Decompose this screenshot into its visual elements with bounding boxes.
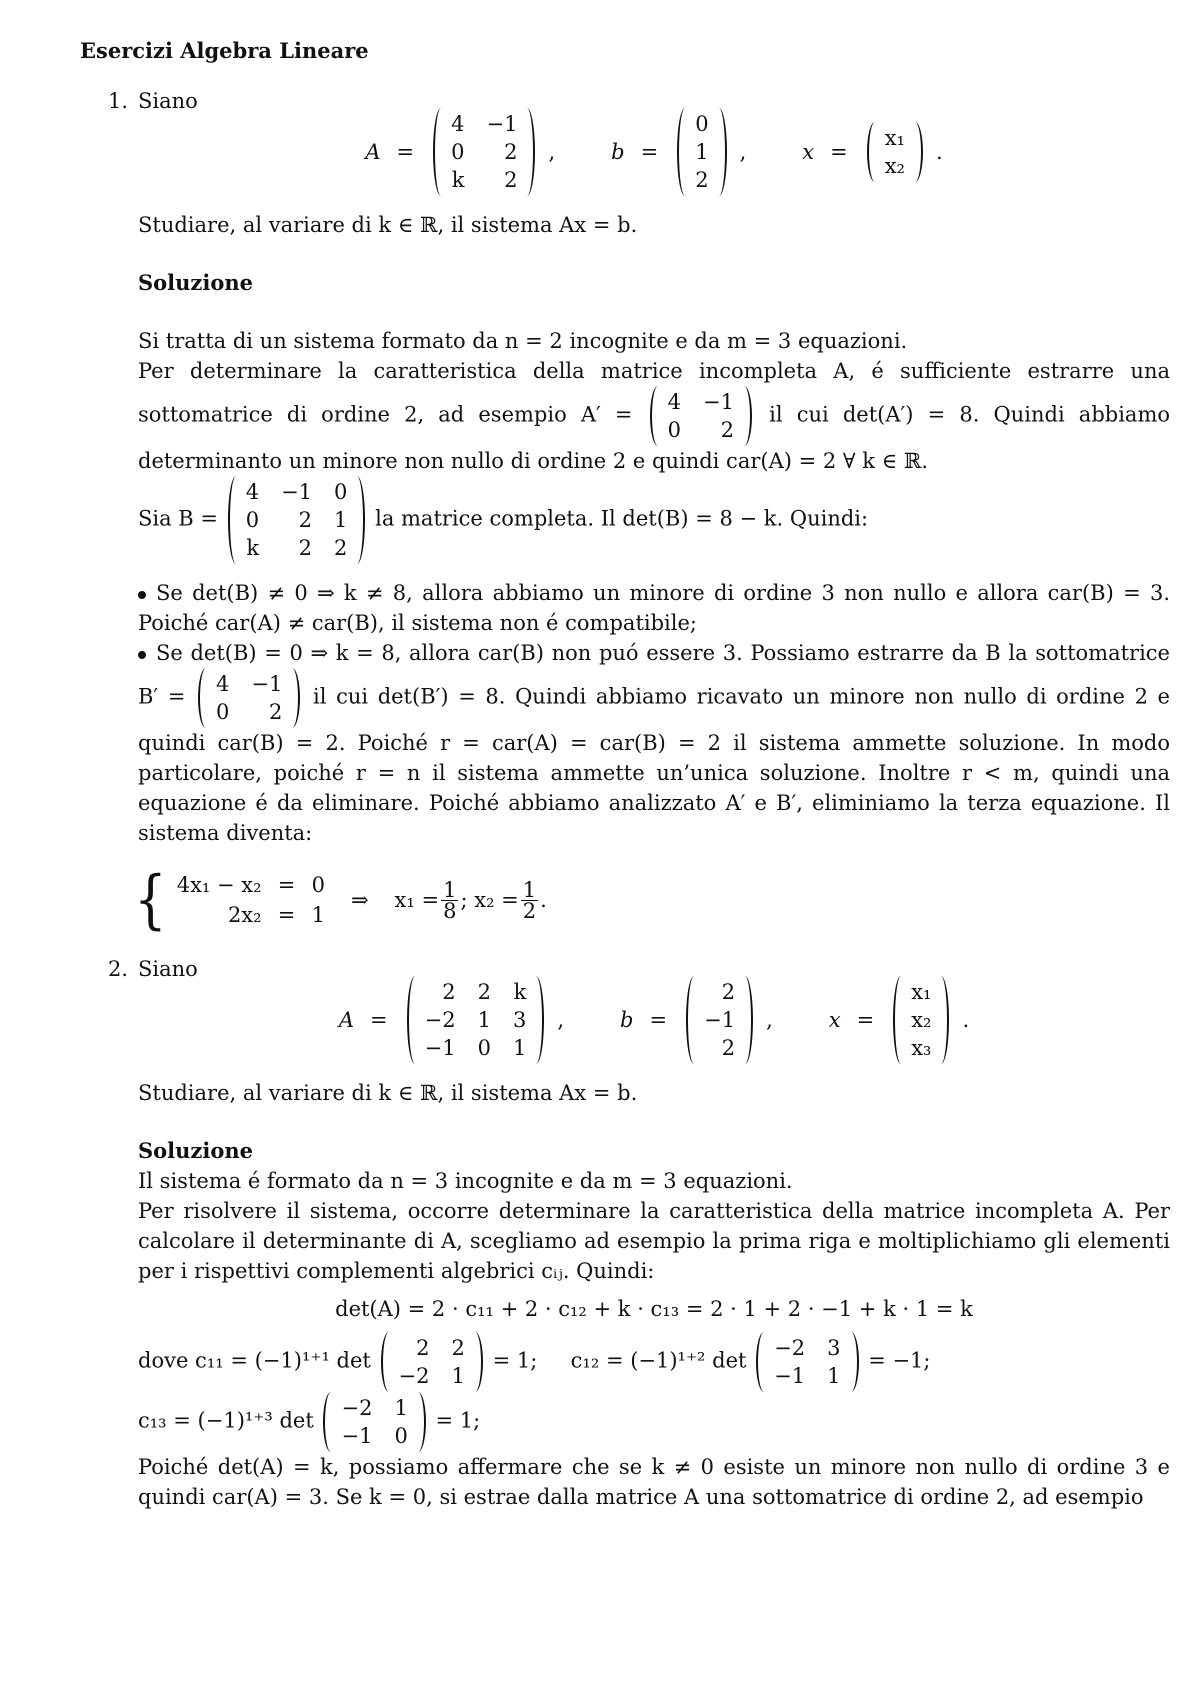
left-paren-icon [407,976,423,1064]
matrix-cell: 0 [695,112,709,136]
solution-paragraph: Se det(B) ≠ 0 ⇒ k ≠ 8, allora abbiamo un minore di ordine 3 non nullo e allora car(B) = 3. Poiché car(A) ≠ car(B), il sistema non é compatibile; [138,581,1170,635]
matrix-c11 [381,1332,483,1392]
document-title: Esercizi Algebra Lineare [80,38,369,63]
matrix-cell: 1 [695,140,709,164]
matrix-cell: −1 [251,672,283,696]
vector-b [677,108,726,196]
solution-heading: Soluzione [138,1138,253,1163]
matrix-cell: 2 [477,980,491,1004]
matrix-cell: 0 [334,480,348,504]
matrix-cell: 2 [721,980,736,1004]
matrix-cell: x₂ [911,1008,932,1032]
cofactor-line: c₁₃ = (−1)¹⁺³ det −2 1 −1 0 = 1; [138,1392,1170,1452]
right-paren-icon [410,1392,426,1452]
matrix-cell: 3 [827,1336,841,1360]
left-paren-icon [323,1392,339,1452]
matrix-cell: 1 [394,1396,408,1420]
page [80,36,1170,1512]
right-paren-icon [711,108,727,196]
matrix-c12 [756,1332,858,1392]
bullet-icon [138,591,146,599]
solution-heading: Soluzione [138,270,253,295]
matrix-cell: 4 [245,480,260,504]
exercise-intro: Siano [138,957,198,981]
left-paren-icon [893,976,909,1064]
exercise-2 [80,954,1170,1512]
matrix-cell: −1 [704,1008,736,1032]
matrix-cell: −1 [341,1424,373,1448]
left-paren-icon [198,668,214,728]
matrix-cell: 2 [442,980,456,1004]
left-paren-icon [650,386,666,446]
matrix-cell: 1 [451,1364,465,1388]
matrix-cell: 4 [667,390,682,414]
matrix-cell: −2 [398,1364,430,1388]
cofactor-line: dove c₁₁ = (−1)¹⁺¹ det 2 2 −2 1 = 1; c₁₂ = (−1)¹⁺² det −2 3 −1 1 = −1; [138,1332,1170,1392]
matrix-cell: x₁ [884,126,905,150]
matrix-cell: −2 [774,1336,806,1360]
matrix-cell: 2 [720,418,735,442]
matrix-cell: 2 [451,1336,465,1360]
matrix-cell: x₂ [884,154,905,178]
equation-system: { 4x₁ − x₂ = 0 2x₂ = 1 ⇒ x₁ = $\frac{1}{8}$ ; x₂ = $\frac{1}{2}$ . [134,863,547,937]
bullet-icon [138,651,146,659]
brace-icon: { [134,863,167,937]
solution-paragraph: Se det(B) = 0 ⇒ k = 8, allora car(B) non puó essere 3. Possiamo estrarre da B la sottomatrice B′ = 4 −1 0 2 il cui det(B′) = 8. Quindi abbiamo ricavato un minore non nullo di ordine 2 e quindi car(B) = 2. Poiché r = car(A) = car(B) = 2 il sistema ammette soluzione. In modo particolare, poiché r = n il sistema ammette un’unica soluzione. Inoltre r < m, quindi una equazione é da eliminare. Poiché abbiamo analizzato A′ e B′, eliminiamo la terza equazione. Il sistema diventa: [138,641,1170,845]
left-paren-icon [756,1332,772,1392]
matrix-cell: k [451,168,465,192]
matrix-cell: 0 [216,700,230,724]
left-paren-icon [228,476,244,564]
fraction: $\frac{1}{2}$ [522,877,537,923]
right-paren-icon [528,976,544,1064]
exercise-number: 1. [108,89,129,113]
matrix-A [433,108,535,196]
exercise-intro: Siano [138,89,198,113]
matrix-B [228,476,366,564]
left-paren-icon [433,108,449,196]
vector-x [893,976,949,1064]
matrix-cell: 1 [334,508,348,532]
matrix-cell: 1 [477,1008,491,1032]
fraction: $\frac{1}{8}$ [443,877,457,923]
right-paren-icon [933,976,949,1064]
matrix-cell: k [246,536,260,560]
matrix-cell: 4 [451,112,465,136]
matrix-cell: 2 [695,168,709,192]
right-paren-icon [843,1332,859,1392]
exercise-1 [80,86,1170,937]
right-paren-icon [467,1332,483,1392]
solution-paragraph: Per risolvere il sistema, occorre determinare la caratteristica della matrice incompleta A. Per calcolare il determinante di A, scegliamo ad esempio la prima riga e moltiplichiamo gli elementi per i rispettivi complementi algebrici cᵢⱼ. Quindi: [138,1199,1170,1283]
matrix-cell: x₁ [911,980,932,1004]
matrix-cell: 1 [827,1364,841,1388]
matrix-cell: 1 [512,1036,527,1060]
solution-paragraph: Per determinare la caratteristica della matrice incompleta A, é sufficiente estrarre una sottomatrice di ordine 2, ad esempio A′ = 4 −1 0 2 il cui det(A′) = 8. Quindi abbiamo determinanto un minore non nullo di ordine 2 e quindi car(A) = 2 ∀ k ∈ ℝ. [138,359,1170,473]
matrix-cell: −2 [424,1008,456,1032]
matrix-cell: −1 [424,1036,456,1060]
matrix-cell: 4 [216,672,230,696]
matrix-cell: 0 [394,1424,408,1448]
matrix-cell: −1 [281,480,313,504]
right-paren-icon [284,668,300,728]
solution-paragraph: Poiché det(A) = k, possiamo affermare che se k ≠ 0 esiste un minore non nullo di ordine 3 e quindi car(A) = 3. Se k = 0, si estrae dalla matrice A una sottomatrice di ordine 2, ad esempio [138,1455,1170,1509]
matrix-cell: 0 [451,140,465,164]
matrix-cell: k [513,980,527,1004]
matrix-c13 [323,1392,425,1452]
matrix-cell: 2 [269,700,283,724]
matrix-cell: 2 [504,140,518,164]
solution-paragraph: Il sistema é formato da n = 3 incognite e da m = 3 equazioni. [138,1169,793,1193]
matrix-cell: −2 [341,1396,373,1420]
matrix-cell: 2 [334,536,348,560]
matrix-cell: 2 [721,1036,736,1060]
task-text: Studiare, al variare di k ∈ ℝ, il sistema Ax = b. [138,1081,638,1105]
right-paren-icon [519,108,535,196]
right-paren-icon [737,976,753,1064]
matrix-cell: −1 [486,112,518,136]
matrix-cell: 0 [667,418,682,442]
left-paren-icon [867,122,883,182]
matrix-cell: x₃ [911,1036,932,1060]
right-paren-icon [907,122,923,182]
implies-arrow: ⇒ [350,888,369,912]
matrix-definitions: A = 2 2 k −2 1 3 −1 0 1 , b = 2 −1 2 , x = x₁ x₂ x₃ . [138,976,1170,1064]
matrix-B-prime [198,668,300,728]
solution-paragraph: Sia B = 4 −1 0 0 2 1 k 2 2 la matrice completa. Il det(B) = 8 − k. Quindi: [138,476,1170,564]
matrix-cell: −1 [703,390,735,414]
vector-b [686,976,753,1064]
solution-paragraph: Si tratta di un sistema formato da n = 2 incognite e da m = 3 equazioni. [138,329,908,353]
matrix-cell: 2 [298,536,313,560]
matrix-cell: −1 [774,1364,806,1388]
right-paren-icon [736,386,752,446]
left-paren-icon [686,976,702,1064]
vector-x [867,122,923,182]
matrix-cell: 2 [504,168,518,192]
determinant-equation: det(A) = 2 · c₁₁ + 2 · c₁₂ + k · c₁₃ = 2 · 1 + 2 · −1 + k · 1 = k [335,1297,973,1321]
matrix-cell: 2 [298,508,313,532]
left-paren-icon [381,1332,397,1392]
left-paren-icon [677,108,693,196]
matrix-A [407,976,545,1064]
matrix-cell: 0 [245,508,260,532]
matrix-cell: 0 [477,1036,491,1060]
exercise-number: 2. [108,957,129,981]
matrix-definitions: A = 4 −1 0 2 k 2 , b = 0 1 2 , x = x₁ x₂ . [138,108,1170,196]
task-text: Studiare, al variare di k ∈ ℝ, il sistema Ax = b. [138,213,638,237]
matrix-cell: 3 [512,1008,527,1032]
matrix-A-prime [650,386,752,446]
right-paren-icon [349,476,365,564]
matrix-cell: 2 [416,1336,430,1360]
